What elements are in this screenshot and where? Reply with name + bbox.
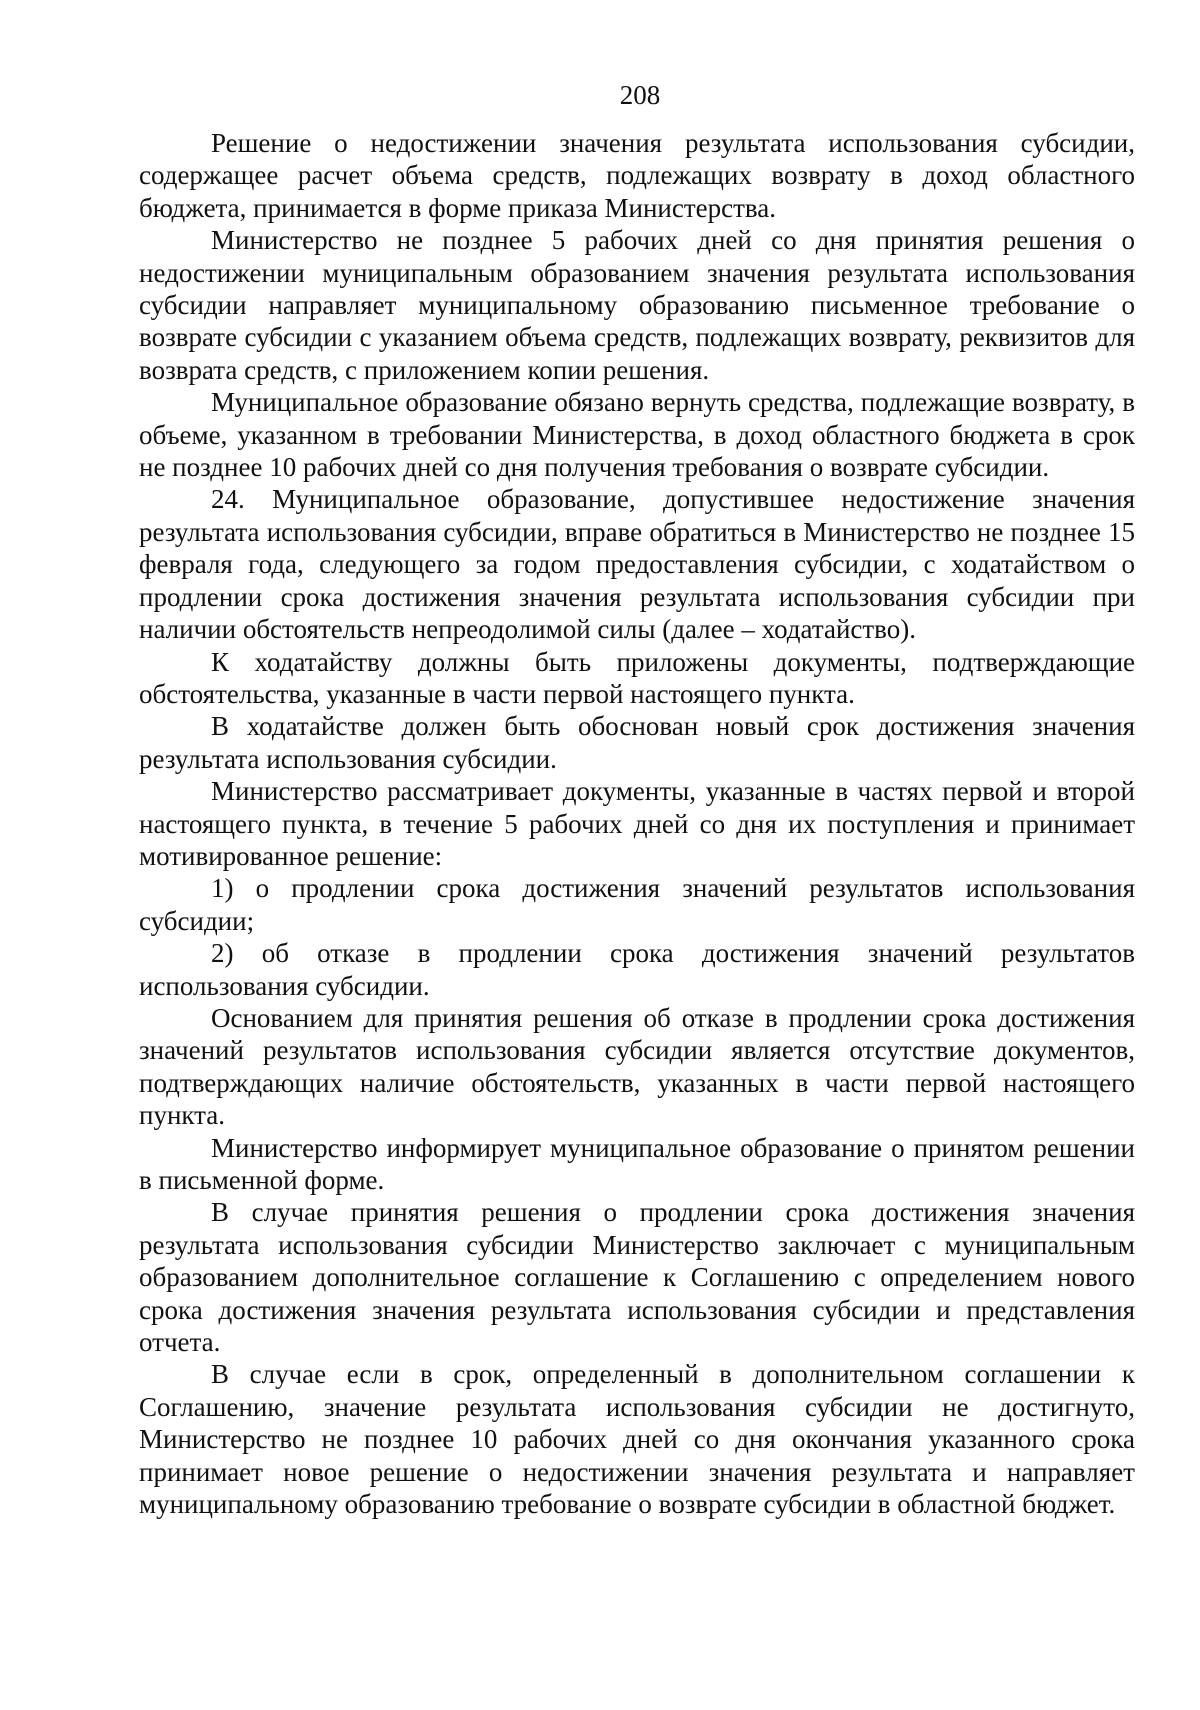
paragraph: Министерство информирует муниципальное образование о принятом решении в письменной форме.: [139, 1132, 1135, 1195]
page-number: 208: [619, 80, 661, 110]
paragraph: В случае если в срок, определенный в дополнительном соглашении к Соглашению, значение результата использования субсидии не достигнуто, Министерство не позднее 10 рабочих дней со дня окончания указанного срока принимает новое решение о недостижении значения результата и направляет муниципальному образованию требование о возврате субсидии в областной бюджет.: [139, 1359, 1135, 1520]
list-item-1: 1) о продлении срока достижения значений результатов использования субсидии;: [139, 873, 1135, 936]
paragraph: Министерство рассматривает документы, указанные в частях первой и второй настоящего пункта, в течение 5 рабочих дней со дня их поступления и принимает мотивированное решение:: [139, 776, 1135, 871]
paragraph: Решение о недостижении значения результата использования субсидии, содержащее расчет объема средств, подлежащих возврату в доход областного бюджета, принимается в форме приказа Министерства.: [139, 128, 1135, 223]
paragraph: В ходатайстве должен быть обоснован новый срок достижения значения результата использования субсидии.: [139, 711, 1135, 774]
paragraph: К ходатайству должны быть приложены документы, подтверждающие обстоятельства, указанные в части первой настоящего пункта.: [139, 646, 1135, 709]
paragraph-item-24: 24. Муниципальное образование, допустившее недостижение значения результата использования субсидии, вправе обратиться в Министерство не позднее 15 февраля года, следующего за годом предоставления субсидии, с ходатайством о продлении срока достижения значения результата использования субсидии при наличии обстоятельств непреодолимой силы (далее – ходатайство).: [139, 484, 1135, 645]
paragraph: Муниципальное образование обязано вернуть средства, подлежащие возврату, в объеме, указанном в требовании Министерства, в доход областного бюджета в срок не позднее 10 рабочих дней со дня получения требования о возврате субсидии.: [139, 387, 1135, 483]
paragraph: Министерство не позднее 5 рабочих дней со дня принятия решения о недостижении муниципальным образованием значения результата использования субсидии направляет муниципальному образованию письменное требование о возврате субсидии с указанием объема средств, подлежащих возврату, реквизитов для возврата средств, с приложением копии решения.: [139, 225, 1135, 385]
document-body: [139, 127, 1135, 1520]
paragraph: В случае принятия решения о продлении срока достижения значения результата использования субсидии Министерство заключает с муниципальным образованием дополнительное соглашение к Соглашению с определением нового срока достижения значения результата использования субсидии и представления отчета.: [139, 1197, 1135, 1358]
list-item-2: 2) об отказе в продлении срока достижения значений результатов использования субсидии.: [139, 938, 1135, 1001]
paragraph: Основанием для принятия решения об отказе в продлении срока достижения значений результатов использования субсидии является отсутствие документов, подтверждающих наличие обстоятельств, указанных в части первой настоящего пункта.: [139, 1002, 1135, 1131]
